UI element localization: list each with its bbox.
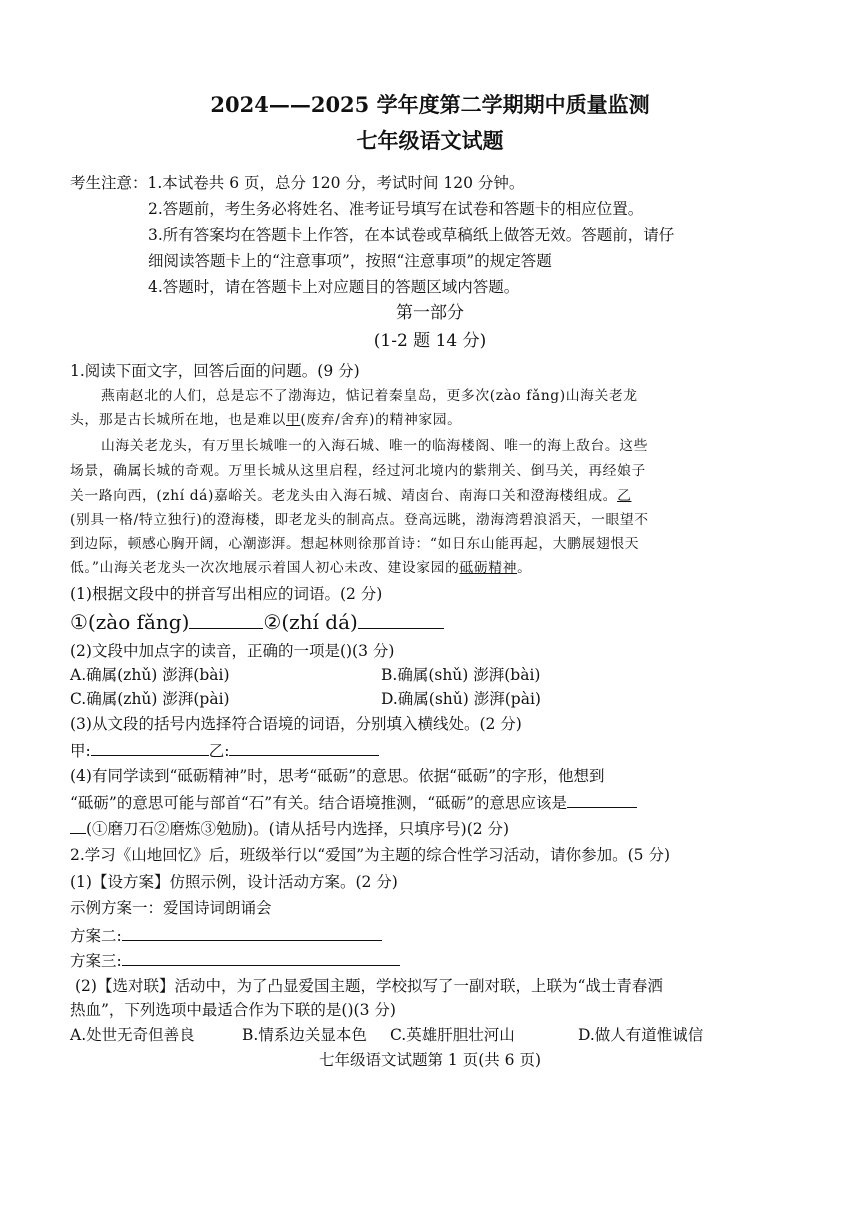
pinyin-item-1: ①(zào fǎng)	[70, 610, 190, 634]
option-c[interactable]: C.确属(zhǔ) 澎湃(pài)	[70, 690, 230, 708]
passage-line-3: 山海关老龙头，有万里长城唯一的入海石城、唯一的临海楼阁、唯一的海上敌台。这些	[101, 438, 649, 454]
q1-part4-text: (①磨刀石②磨炼③勉励)。(请从括号内选择，只填序号)(2 分)	[86, 820, 510, 838]
passage-line-5	[70, 486, 631, 506]
q2-part1-stem: (1)【设方案】仿照示例，设计活动方案。(2 分)	[70, 873, 398, 891]
answer-blank-2[interactable]	[358, 613, 444, 629]
passage-line-6: (别具一格/特立独行)的澄海楼，即老龙头的制高点。登高远眺，渤海湾碧浪滔天，一眼望不	[70, 512, 649, 528]
label-yi: 乙:	[208, 742, 230, 760]
answer-blank-jia[interactable]	[91, 740, 209, 756]
passage-text: 关一路向西，(zhí dá)嘉峪关。老龙头由入海石城、靖卤台、南海口关和澄海楼组成。	[70, 488, 618, 504]
passage-text: (废弃/舍弃)的精神家园。	[300, 412, 462, 428]
notice-item-4: 4.答题时，请在答题卡上对应题目的答题区域内答题。	[148, 278, 520, 296]
pinyin-item-2: ②(zhí dá)	[263, 610, 358, 634]
notice-label: 考生注意：	[70, 174, 148, 192]
plan-3-blank[interactable]	[122, 950, 400, 966]
q2-stem: 2.学习《山地回忆》后，班级举行以“爱国”为主题的综合性学习活动，请你参加。(5 分)	[70, 846, 671, 864]
q1-part4-line-3	[70, 818, 509, 839]
answer-blank-yi[interactable]	[229, 740, 379, 756]
passage-text: 头，那是古长城所在地，也是难以	[70, 412, 286, 428]
passage-line-4: 场景，确属长城的奇观。万里长城从这里启程，经过河北境内的紫荆关、倒马关，再经娘子	[70, 463, 646, 479]
passage-line-8	[70, 558, 531, 578]
exam-subtitle: 七年级语文试题	[356, 128, 504, 153]
notice-item-3-cont: 细阅读答题卡上的“注意事项”，按照“注意事项”的规定答题	[148, 252, 552, 270]
q1-part2-stem: (2)文段中加点字的读音，正确的一项是()(3 分)	[70, 642, 395, 660]
plan-3-row	[70, 950, 400, 971]
underlined-phrase: 砥砺精神	[459, 560, 518, 576]
option-a[interactable]: A.确属(zhǔ) 澎湃(bài)	[70, 666, 230, 684]
blank-marker-yi: 乙	[617, 488, 632, 504]
section-name: 第一部分	[396, 303, 464, 323]
notice-item-3: 3.所有答案均在答题卡上作答，在本试卷或草稿纸上做答无效。答题前，请仔	[148, 226, 675, 244]
option-b[interactable]: B.确属(shǔ) 澎湃(bài)	[381, 666, 541, 684]
plan-example: 示例方案一：爱国诗词朗诵会	[70, 899, 272, 917]
section-range: (1-2 题 14 分)	[373, 331, 487, 351]
plan-2-label: 方案二:	[70, 927, 122, 945]
answer-blank-4a[interactable]	[567, 792, 637, 808]
q1-part3-stem: (3)从文段的括号内选择符合语境的词语，分别填入横线处。(2 分)	[70, 715, 522, 733]
q1-stem: 1.阅读下面文字，回答后面的问题。(9 分)	[70, 362, 360, 380]
q2-part2-line-1: (2)【选对联】活动中，为了凸显爱国主题，学校拟写了一副对联，上联为“战士青春洒	[75, 977, 663, 995]
plan-2-row	[70, 925, 382, 946]
passage-text: 。	[517, 560, 532, 576]
answer-blank-1[interactable]	[189, 613, 263, 629]
blank-marker-jia: 甲	[285, 412, 301, 428]
plan-3-label: 方案三:	[70, 952, 122, 970]
q1-part4-text: “砥砺”的意思可能与部首“石”有关。结合语境推测，“砥砺”的意思应该是	[70, 794, 568, 812]
passage-line-2	[70, 410, 462, 430]
couplet-option-d[interactable]: D.做人有道惟诚信	[578, 1026, 704, 1044]
option-d[interactable]: D.确属(shǔ) 澎湃(pài)	[381, 690, 541, 708]
couplet-option-c[interactable]: C.英雄肝胆壮河山	[390, 1026, 515, 1044]
q2-part2-line-2: 热血”，下列选项中最适合作为下联的是()(3 分)	[70, 1001, 396, 1019]
passage-text: 低。”山海关老龙头一次次地展示着国人初心未改、建设家园的	[70, 560, 460, 576]
passage-line-1: 燕南赵北的人们，总是忘不了渤海边，惦记着秦皇岛，更多次(zào fǎng)山海关老龙	[101, 388, 638, 404]
q1-part4-line-2	[70, 792, 637, 813]
plan-2-blank[interactable]	[122, 925, 382, 941]
notice-item-2: 2.答题前，考生务必将姓名、准考证号填写在试卷和答题卡的相应位置。	[148, 200, 644, 218]
notice-item-1: 1.本试卷共 6 页，总分 120 分，考试时间 120 分钟。	[147, 174, 525, 192]
q1-part1-answers	[70, 609, 444, 635]
passage-line-7: 到边际，顿感心胸开阔，心潮澎湃。想起林则徐那首诗：“如日东山能再起，大鹏展翅恨天	[70, 536, 640, 552]
q1-part3-answers	[70, 740, 379, 761]
page-footer: 七年级语文试题第 1 页(共 6 页)	[318, 1051, 542, 1069]
exam-title: 2024——2025 学年度第二学期期中质量监测	[210, 92, 650, 117]
q1-part4-line-1: (4)有同学读到“砥砺精神”时，思考“砥砺”的意思。依据“砥砺”的字形，他想到	[70, 767, 605, 785]
q1-part1-stem: (1)根据文段中的拼音写出相应的词语。(2 分)	[70, 585, 383, 603]
couplet-option-b[interactable]: B.情系边关显本色	[242, 1026, 367, 1044]
answer-blank-4b[interactable]	[70, 818, 86, 834]
couplet-option-a[interactable]: A.处世无奇但善良	[70, 1026, 195, 1044]
label-jia: 甲:	[70, 742, 91, 760]
notice-line-1	[70, 173, 524, 193]
